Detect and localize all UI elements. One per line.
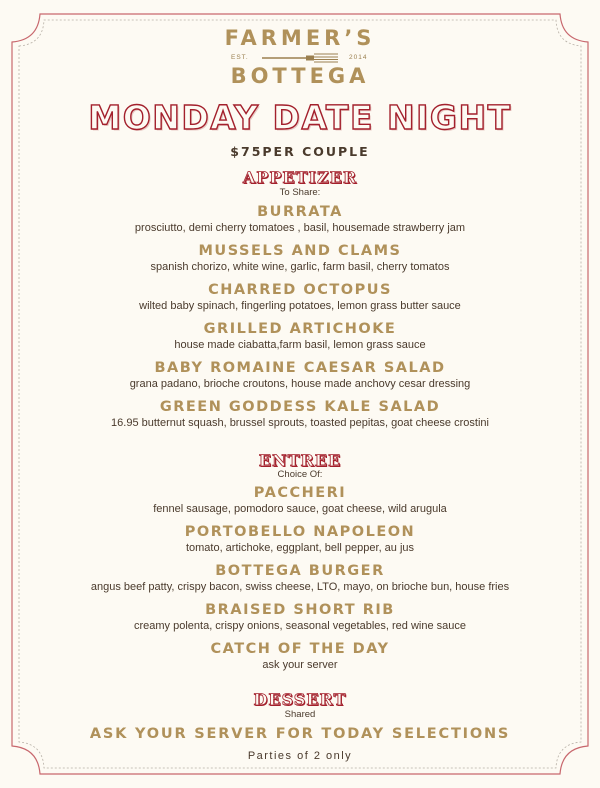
logo-est-label: EST. (231, 54, 249, 61)
menu-item-description: tomato, artichoke, eggplant, bell pepper, au jus (185, 542, 415, 554)
logo-name-bottom: BOTTEGA (230, 64, 370, 88)
appetizer-heading: APPETIZER (242, 168, 358, 187)
menu-item-description: house made ciabatta,farm basil, lemon grass sauce (174, 339, 426, 351)
menu-item-name: BABY ROMAINE CAESAR SALAD (154, 360, 446, 376)
menu-item-description: ask your server (262, 659, 338, 671)
menu-item-name: MUSSELS AND CLAMS (198, 243, 402, 259)
menu-item-name: GREEN GODDESS KALE SALAD (159, 399, 441, 415)
logo-established-row (0, 51, 600, 65)
menu-item-name: CATCH OF THE DAY (210, 641, 390, 657)
logo-name-top: FARMER’S (224, 26, 376, 50)
dessert-note: Shared (284, 709, 316, 720)
menu-item-description: angus beef patty, crispy bacon, swiss cheese, LTO, mayo, on brioche bun, house fries (90, 581, 510, 593)
entree-note: Choice Of: (277, 469, 323, 480)
dessert-heading: DESSERT (253, 690, 347, 709)
menu-item-name: GRILLED ARTICHOKE (203, 321, 397, 337)
fork-icon (262, 51, 340, 65)
menu-item-description: grana padano, brioche croutons, house made anchovy cesar dressing (129, 378, 471, 390)
menu-item-name: BRAISED SHORT RIB (205, 602, 395, 618)
price-subtitle: $75PER COUPLE (230, 144, 370, 159)
menu-item-name: CHARRED OCTOPUS (208, 282, 392, 298)
entree-heading: ENTREE (258, 451, 342, 470)
menu-item-name: BURRATA (257, 204, 343, 220)
menu-item-description: fennel sausage, pomodoro sauce, goat cheese, wild arugula (153, 503, 447, 515)
menu-item-description: 16.95 butternut squash, brussel sprouts, toasted pepitas, goat cheese crostini (111, 417, 489, 429)
menu-item-name: PACCHERI (253, 485, 347, 501)
logo-year-label: 2014 (349, 54, 368, 61)
menu-item-name: BOTTEGA BURGER (215, 563, 385, 579)
menu-item-name: PORTOBELLO NAPOLEON (184, 524, 416, 540)
menu-item-description: prosciutto, demi cherry tomatoes , basil, housemade strawberry jam (134, 222, 466, 234)
menu-item-description: creamy polenta, crispy onions, seasonal vegetables, red wine sauce (133, 620, 467, 632)
appetizer-note: To Share: (279, 187, 321, 198)
dessert-description: ASK YOUR SERVER FOR TODAY SELECTIONS (89, 726, 511, 742)
menu-item-description: wilted baby spinach, fingerling potatoes, lemon grass butter sauce (139, 300, 461, 312)
footer-note: Parties of 2 only (247, 750, 353, 762)
menu-item-description: spanish chorizo, white wine, garlic, farm basil, cherry tomatos (150, 261, 450, 273)
menu-title: MONDAY DATE NIGHT (88, 98, 512, 137)
